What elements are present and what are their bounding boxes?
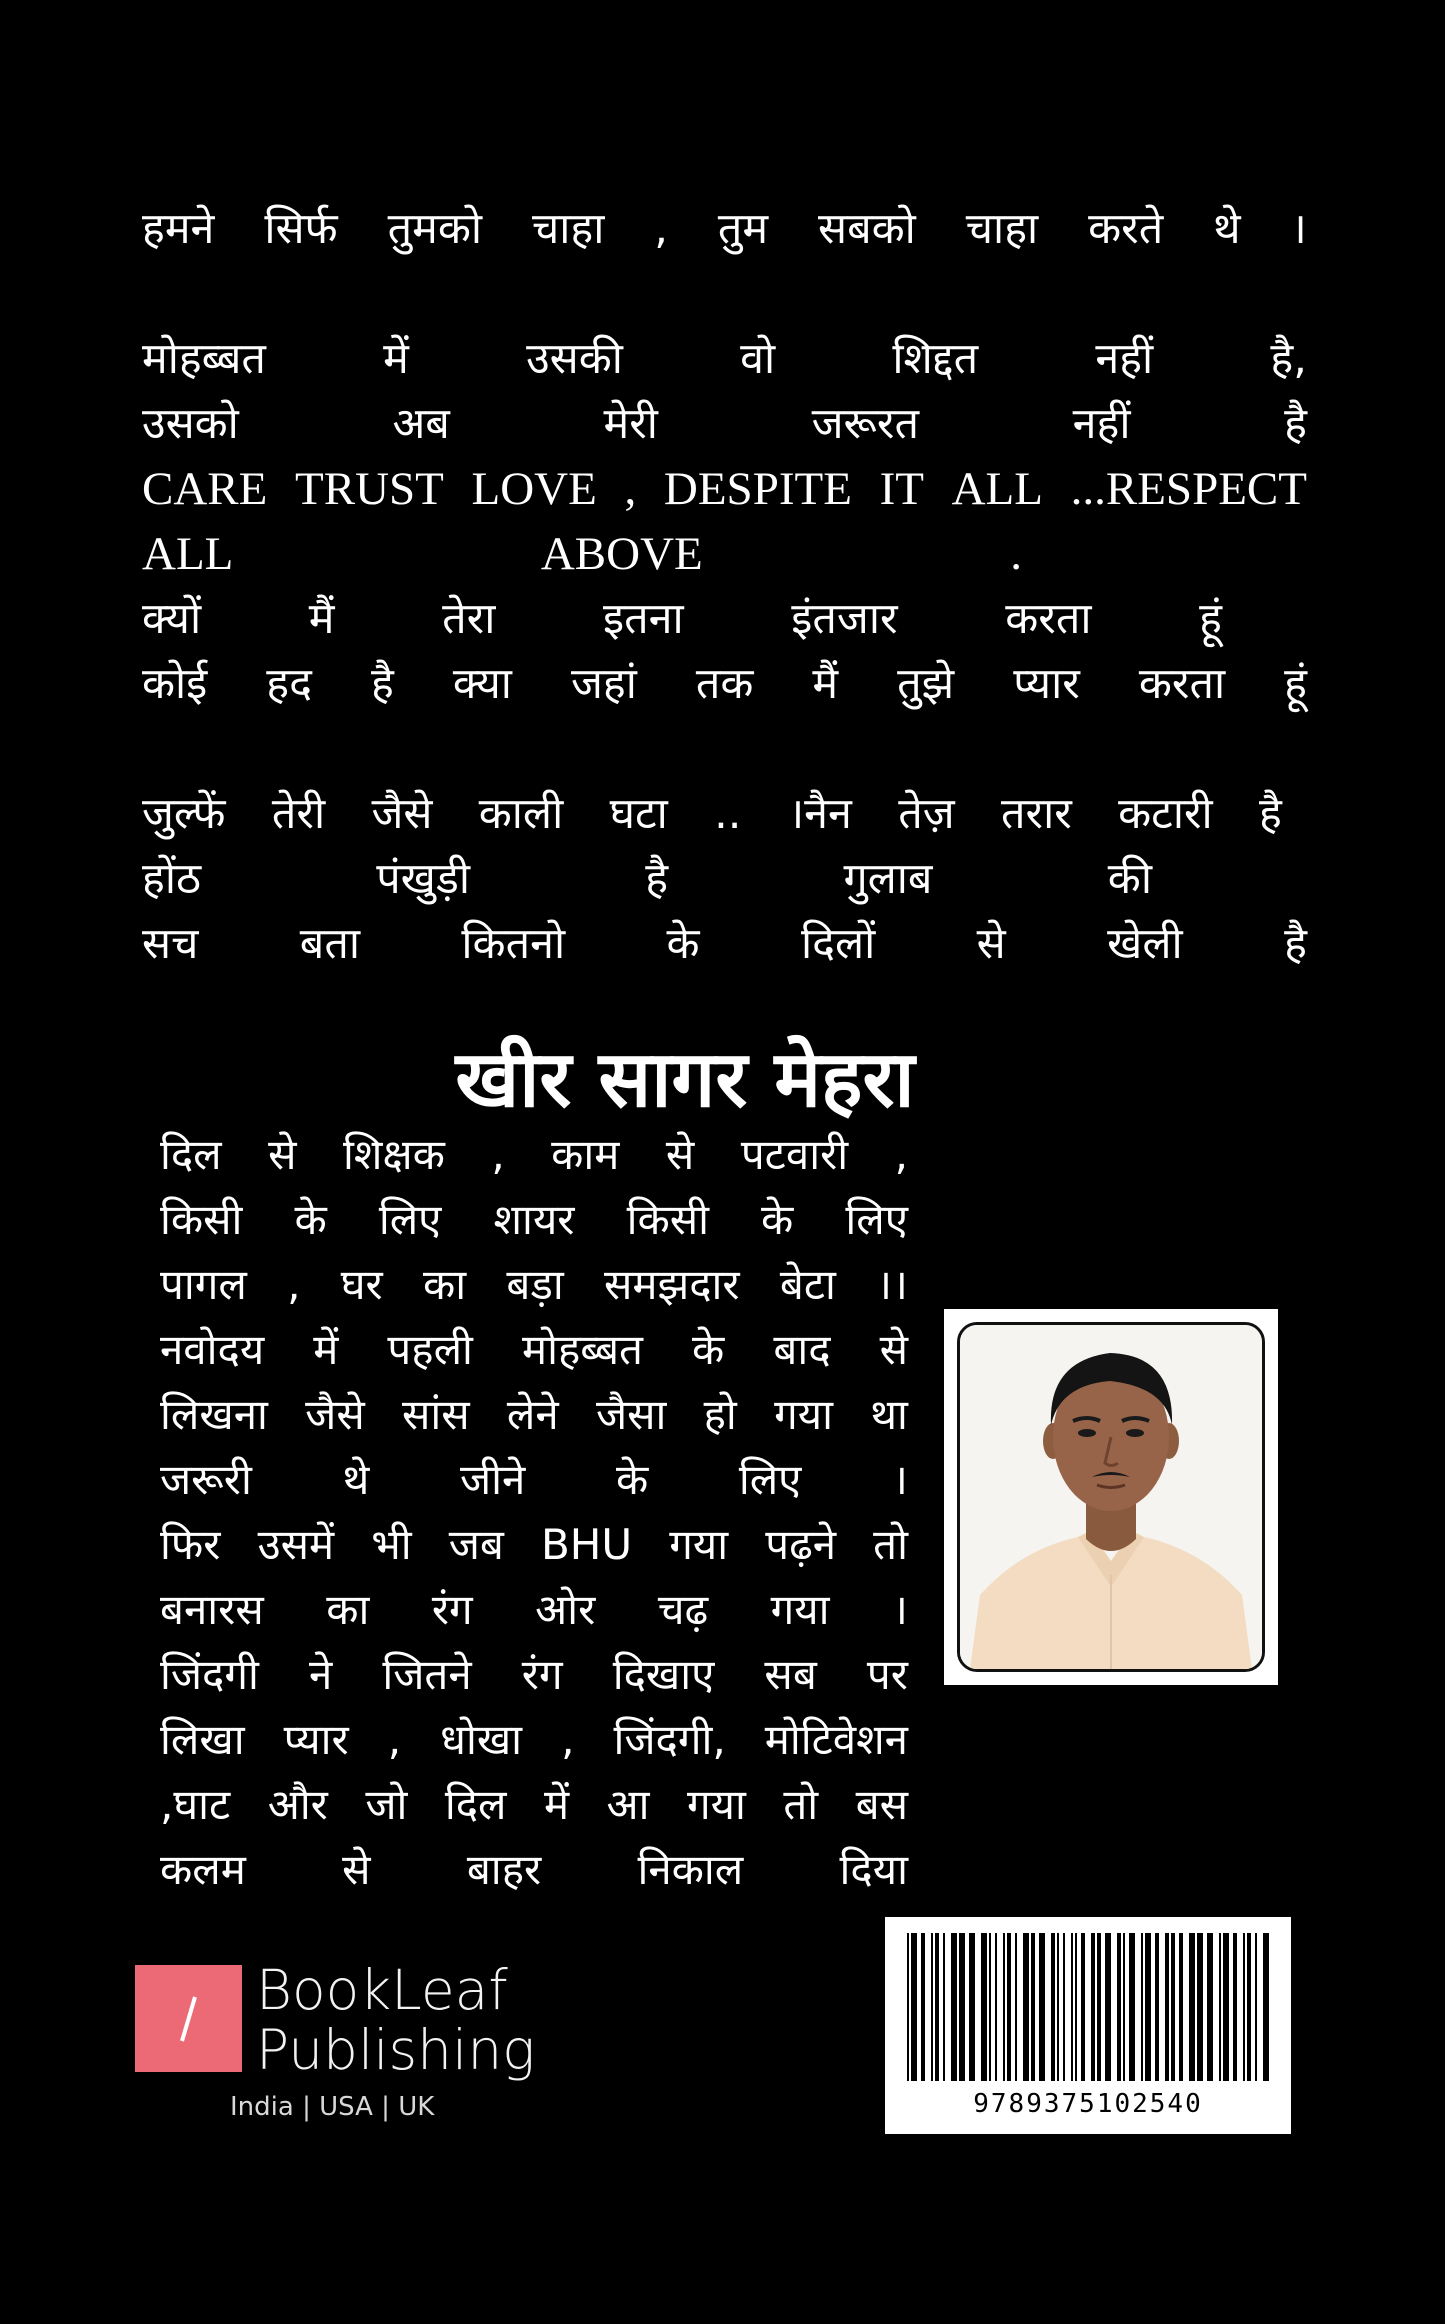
barcode-bar	[1123, 1933, 1125, 2081]
word: हद	[266, 659, 312, 709]
word: है	[1284, 919, 1307, 969]
word: ABOVE	[540, 528, 703, 580]
word: मेरी	[603, 399, 658, 449]
word: घर	[340, 1260, 383, 1309]
word: काम	[551, 1130, 620, 1179]
barcode-bar	[1197, 1933, 1203, 2081]
word: जो	[365, 1780, 408, 1829]
word: दिलों	[800, 919, 876, 969]
word: नहीं	[1095, 334, 1154, 384]
word: बस	[855, 1780, 908, 1829]
publisher-regions: India | USA | UK	[230, 2092, 435, 2122]
word: उसको	[142, 399, 239, 449]
word: की	[1107, 854, 1152, 904]
word: से	[879, 1325, 908, 1374]
word: मोहब्बत	[142, 334, 266, 384]
barcode-bar	[1007, 1933, 1011, 2081]
barcode-bar	[1179, 1933, 1183, 2081]
barcode-bar	[1097, 1933, 1101, 2081]
barcode-bar	[969, 1933, 975, 2081]
barcode-bar	[921, 1933, 925, 2081]
word: जैसे	[305, 1390, 365, 1439]
barcode-bar	[1247, 1933, 1251, 2081]
bio-line-7	[160, 1512, 908, 1577]
word: से	[342, 1845, 371, 1894]
word: गया	[770, 1585, 830, 1634]
word: बनारस	[160, 1585, 264, 1634]
barcode-bar	[1255, 1933, 1257, 2081]
barcode-bar	[935, 1933, 939, 2081]
word: CARE	[142, 463, 268, 515]
word: जिंदगी	[160, 1650, 259, 1699]
word: पागल	[160, 1260, 247, 1309]
poem-line-3	[142, 391, 1307, 457]
word: जहां	[570, 659, 637, 709]
word: बेटा	[779, 1260, 836, 1309]
bio-line-10	[160, 1707, 908, 1772]
barcode-bar	[1219, 1933, 1221, 2081]
barcode-bar	[1145, 1933, 1151, 2081]
word: है	[1259, 789, 1282, 839]
word: होंठ	[142, 854, 201, 904]
word: चाहा	[531, 204, 605, 254]
word: है	[370, 659, 394, 709]
barcode-bar	[1207, 1933, 1213, 2081]
barcode-bar	[1081, 1933, 1085, 2081]
barcode-bar	[1165, 1933, 1169, 2081]
word: गया	[669, 1520, 729, 1569]
poem-line-7	[142, 651, 1307, 717]
barcode-bar	[911, 1933, 917, 2081]
word: शिक्षक	[343, 1130, 445, 1179]
word: तुमको	[387, 204, 483, 254]
word: इतना	[603, 594, 684, 644]
word: मैं	[812, 659, 839, 709]
word: ,	[654, 204, 668, 254]
word: लिए	[378, 1195, 442, 1244]
barcode-bar	[1117, 1933, 1121, 2081]
isbn-number: 9789375102540	[973, 2089, 1203, 2119]
word: कटारी	[1118, 789, 1213, 839]
word: दिखाए	[612, 1650, 715, 1699]
word: रंग	[521, 1650, 563, 1699]
barcode-bar	[989, 1933, 991, 2081]
word: किसी	[160, 1195, 243, 1244]
word: ,	[491, 1130, 505, 1179]
word: ओर	[535, 1585, 596, 1634]
word: लिखा	[160, 1715, 245, 1764]
word: सच	[142, 919, 199, 969]
word: ।नैन	[787, 789, 852, 839]
word: ...RESPECT	[1070, 463, 1307, 515]
barcode-bar	[981, 1933, 987, 2081]
word: ,घाट	[160, 1780, 231, 1829]
word: शिद्दत	[892, 334, 979, 384]
word: कोई	[142, 659, 208, 709]
word: इंतजार	[791, 594, 898, 644]
bio-line-5	[160, 1382, 908, 1447]
word: जैसा	[595, 1390, 667, 1439]
word: उसकी	[526, 334, 623, 384]
word: प्यार	[1013, 659, 1080, 709]
word: ,	[387, 1715, 402, 1764]
barcode-bar	[1243, 1933, 1245, 2081]
author-portrait	[960, 1325, 1262, 1669]
word: तो	[873, 1520, 908, 1569]
word: जरूरी	[160, 1455, 252, 1504]
word: में	[313, 1325, 339, 1374]
bio-line-12	[160, 1837, 908, 1902]
word: का	[422, 1260, 467, 1309]
word: DESPITE	[663, 463, 852, 515]
word: में	[543, 1780, 570, 1829]
word: पहली	[387, 1325, 473, 1374]
isbn-barcode	[885, 1917, 1291, 2134]
barcode-bar	[1071, 1933, 1073, 2081]
word: जब	[448, 1520, 504, 1569]
word: BHU	[540, 1520, 633, 1569]
word: प्यार	[283, 1715, 349, 1764]
word: रंग	[431, 1585, 473, 1634]
word: क्या	[452, 659, 512, 709]
barcode-bar	[1129, 1933, 1135, 2081]
word: बड़ा	[506, 1260, 564, 1309]
barcode-bar	[959, 1933, 965, 2081]
barcode-bar	[943, 1933, 945, 2081]
word: शायर	[493, 1195, 575, 1244]
word: जितने	[382, 1650, 472, 1699]
word: धोखा	[440, 1715, 523, 1764]
word: गया	[774, 1390, 833, 1439]
bio-line-6	[160, 1447, 908, 1512]
word: है	[645, 854, 669, 904]
word: TRUST	[295, 463, 444, 515]
word: के	[294, 1195, 327, 1244]
word: पंखुड़ी	[376, 854, 470, 904]
word: चाहा	[965, 204, 1039, 254]
bio-line-2	[160, 1187, 908, 1252]
barcode-bar	[1141, 1933, 1143, 2081]
word: हमने	[142, 204, 215, 254]
author-name: खीर सागर मेहरा	[455, 1035, 915, 1125]
word: किसी	[626, 1195, 709, 1244]
barcode-bar	[931, 1933, 933, 2081]
word: IT	[879, 463, 924, 515]
barcode-bar	[1023, 1933, 1029, 2081]
word: काली	[478, 789, 564, 839]
word: से	[665, 1130, 695, 1179]
word: करता	[1005, 594, 1092, 644]
word: लेने	[506, 1390, 559, 1439]
bio-line-3	[160, 1252, 908, 1317]
barcode-bar	[995, 1933, 997, 2081]
barcode-bar	[1171, 1933, 1175, 2081]
barcode-bar	[1057, 1933, 1059, 2081]
word: में	[383, 334, 409, 384]
word: .	[1010, 528, 1022, 580]
barcode-bar	[951, 1933, 957, 2081]
publisher-name-line-2: Publishing	[256, 2018, 536, 2082]
word: हूं	[1284, 659, 1307, 709]
barcode-bar	[1189, 1933, 1195, 2081]
word: मोटिवेशन	[764, 1715, 908, 1764]
word: के	[666, 919, 700, 969]
barcode-bar	[1091, 1933, 1095, 2081]
word: नवोदय	[160, 1325, 265, 1374]
word: नहीं	[1072, 399, 1131, 449]
word: घटा	[609, 789, 668, 839]
word: बाद	[773, 1325, 831, 1374]
word: ,	[624, 463, 637, 515]
word: लिए	[738, 1455, 802, 1504]
word: जरूरत	[811, 399, 919, 449]
publisher-logo-icon	[135, 1965, 242, 2072]
word: तुझे	[897, 659, 955, 709]
barcode-bar	[907, 1933, 909, 2081]
word: बता	[299, 919, 360, 969]
author-photo	[957, 1322, 1265, 1672]
word: तो	[783, 1780, 819, 1829]
word: पढ़ने	[765, 1520, 837, 1569]
word: आ	[606, 1780, 650, 1829]
word: है,	[1270, 334, 1307, 384]
word: जीने	[459, 1455, 526, 1504]
bio-line-1	[160, 1122, 908, 1187]
word: गया	[686, 1780, 746, 1829]
word: सबको	[818, 204, 916, 254]
word: ने	[308, 1650, 333, 1699]
barcode-bar	[1031, 1933, 1035, 2081]
word: कितनो	[461, 919, 566, 969]
word: उसमें	[257, 1520, 335, 1569]
word: तेरी	[271, 789, 326, 839]
word: सब	[764, 1650, 817, 1699]
word: है	[1284, 399, 1307, 449]
poem-line-1	[142, 196, 1307, 262]
word: के	[615, 1455, 649, 1504]
word: तक	[695, 659, 754, 709]
bio-line-8	[160, 1577, 908, 1642]
bio-line-11	[160, 1772, 908, 1837]
word: ALL	[951, 463, 1043, 515]
word: बाहर	[466, 1845, 542, 1894]
poem-line-8	[142, 781, 1282, 847]
word: हो	[703, 1390, 737, 1439]
poem-line-6	[142, 586, 1222, 652]
poem-line-10	[142, 911, 1307, 977]
bio-line-4	[160, 1317, 908, 1382]
barcode-bars	[885, 1917, 1291, 2087]
word: ALL	[142, 528, 234, 580]
word: दिल	[444, 1780, 507, 1829]
word: ,	[894, 1130, 908, 1179]
word: मैं	[308, 594, 335, 644]
word: खेली	[1107, 919, 1183, 969]
word: निकाल	[637, 1845, 744, 1894]
word: के	[761, 1195, 794, 1244]
bio-line-9	[160, 1642, 908, 1707]
word: ।	[1290, 204, 1307, 254]
word: जिंदगी,	[613, 1715, 726, 1764]
word: दिल	[160, 1130, 222, 1179]
barcode-bar	[1155, 1933, 1159, 2081]
publisher-name-line-1: BookLeaf	[256, 1958, 508, 2022]
barcode-bar	[1105, 1933, 1111, 2081]
word: के	[692, 1325, 725, 1374]
word: करते	[1088, 204, 1164, 254]
barcode-bar	[1051, 1933, 1055, 2081]
word: तुम	[717, 204, 769, 254]
barcode-bar	[1039, 1933, 1045, 2081]
barcode-bar	[1223, 1933, 1229, 2081]
word: ,	[561, 1715, 575, 1764]
poem-line-4	[142, 456, 1307, 522]
word: फिर	[160, 1520, 221, 1569]
poem-line-2	[142, 326, 1307, 392]
word: LOVE	[471, 463, 597, 515]
word: जैसे	[371, 789, 433, 839]
word: से	[976, 919, 1006, 969]
barcode-bar	[1075, 1933, 1077, 2081]
word: हूं	[1199, 594, 1222, 644]
word: ..	[714, 789, 742, 839]
word: गुलाब	[843, 854, 933, 904]
word: लिखना	[160, 1390, 268, 1439]
word: अब	[392, 399, 450, 449]
word: करता	[1138, 659, 1226, 709]
word: और	[267, 1780, 328, 1829]
word: क्यों	[142, 594, 202, 644]
word: भी	[371, 1520, 412, 1569]
word: दिया	[839, 1845, 908, 1894]
word: थे	[1213, 204, 1241, 254]
word: जुल्फें	[142, 789, 226, 839]
barcode-bar	[1263, 1933, 1269, 2081]
word: सिर्फ	[264, 204, 338, 254]
barcode-bar	[1233, 1933, 1237, 2081]
word: ।	[892, 1585, 908, 1634]
word: चढ़	[657, 1585, 709, 1634]
word: सांस	[401, 1390, 470, 1439]
word: मोहब्बत	[521, 1325, 643, 1374]
word: का	[326, 1585, 370, 1634]
word: ।	[892, 1455, 908, 1504]
word: तेज़	[898, 789, 955, 839]
word: था	[870, 1390, 908, 1439]
barcode-bar	[1063, 1933, 1065, 2081]
barcode-bar	[1015, 1933, 1017, 2081]
word: तरार	[1000, 789, 1072, 839]
word: ,	[287, 1260, 301, 1309]
word: पर	[866, 1650, 908, 1699]
author-photo-frame	[944, 1309, 1278, 1685]
word: से	[268, 1130, 297, 1179]
word: ।।	[876, 1260, 908, 1309]
poem-line-9	[142, 846, 1152, 912]
word: वो	[740, 334, 776, 384]
poem-line-5	[142, 521, 1022, 587]
word: समझदार	[603, 1260, 740, 1309]
word: पटवारी	[740, 1130, 849, 1179]
word: तेरा	[442, 594, 496, 644]
word: लिए	[845, 1195, 908, 1244]
word: थे	[342, 1455, 370, 1504]
word: कलम	[160, 1845, 246, 1894]
barcode-bar	[1003, 1933, 1005, 2081]
